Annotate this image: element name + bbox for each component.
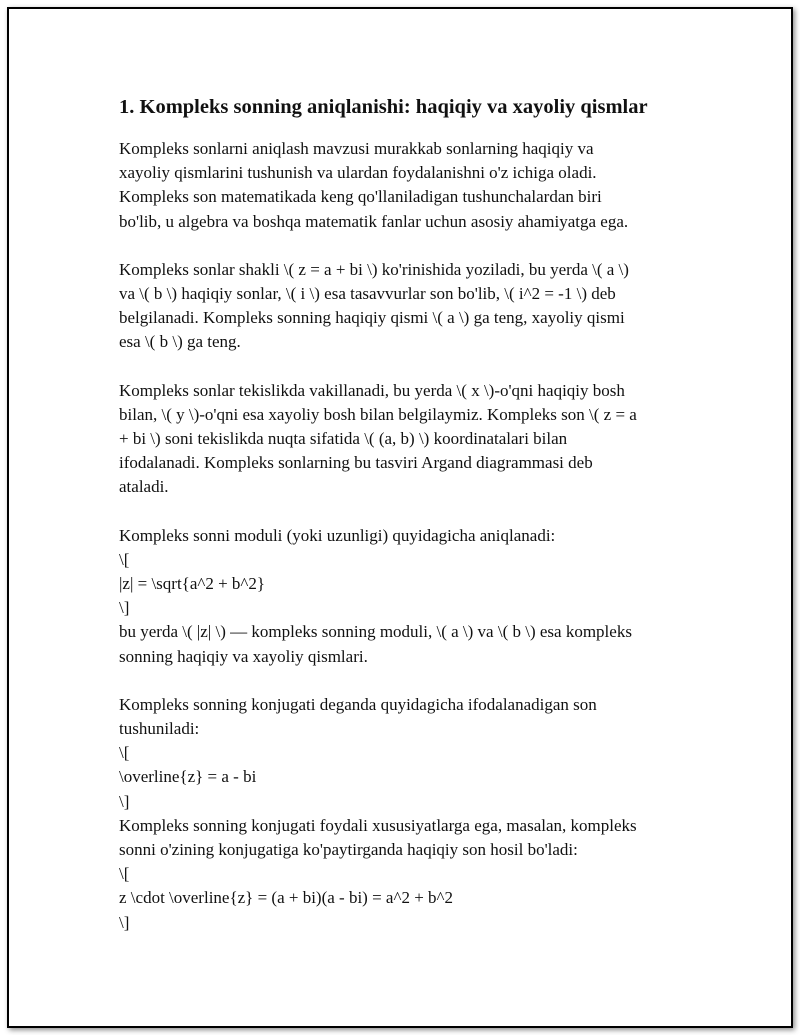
math-delimiter: \] — [119, 598, 130, 618]
math-delimiter: \[ — [119, 864, 130, 884]
text-line: esa \( b \) ga teng. — [119, 332, 241, 352]
text-line: Kompleks sonlarni aniqlash mavzusi murakkab sonlarning haqiqiy va — [119, 139, 594, 158]
math-delimiter: \] — [119, 791, 130, 811]
paragraph-plane — [119, 379, 689, 500]
text-line: ifodalanadi. Kompleks sonlarning bu tasviri Argand diagrammasi deb — [119, 453, 593, 473]
text-line: Kompleks sonlar shakli \( z = a + bi \) ko'rinishida yoziladi, bu yerda \( a \) — [119, 259, 629, 279]
document-page — [7, 7, 793, 1028]
paragraph-conjugate — [119, 693, 689, 935]
text-line: bo'lib, u algebra va boshqa matematik fanlar uchun asosiy ahamiyatga ega. — [119, 211, 629, 231]
text-line: bu yerda \( |z| \) — kompleks sonning moduli, \( a \) va \( b \) esa kompleks — [119, 622, 632, 642]
math-delimiter: \] — [119, 912, 130, 932]
text-line: Kompleks sonning konjugati foydali xususiyatlarga ega, masalan, kompleks — [119, 815, 637, 835]
math-formula: |z| = \sqrt{a^2 + b^2} — [119, 574, 266, 594]
text-line: Kompleks sonni moduli (yoki uzunligi) quyidagicha aniqlanadi: — [119, 525, 556, 545]
math-delimiter: \[ — [119, 549, 130, 569]
text-line: Kompleks sonning konjugati deganda quyidagicha ifodalanadigan son — [119, 694, 597, 714]
paragraph-intro — [119, 137, 689, 234]
paragraph-form — [119, 258, 689, 355]
text-line: ataladi. — [119, 477, 169, 497]
math-delimiter: \[ — [119, 743, 130, 763]
text-line: sonning haqiqiy va xayoliy qismlari. — [119, 646, 368, 666]
document-content — [119, 93, 689, 959]
text-line: belgilanadi. Kompleks sonning haqiqiy qismi \( a \) ga teng, xayoliy qismi — [119, 308, 625, 328]
section-heading: 1. Kompleks sonning aniqlanishi: haqiqiy va xayoliy qismlar — [119, 96, 648, 118]
text-line: va \( b \) haqiqiy sonlar, \( i \) esa tasavvurlar son bo'lib, \( i^2 = -1 \) deb — [119, 284, 616, 304]
text-line: bilan, \( y \)-o'qni esa xayoliy bosh bilan belgilaymiz. Kompleks son \( z = a — [119, 404, 637, 424]
text-line: + bi \) soni tekislikda nuqta sifatida \( (a, b) \) koordinatalari bilan — [119, 429, 568, 449]
math-formula: \overline{z} = a - bi — [119, 767, 257, 787]
text-line: tushuniladi: — [119, 719, 200, 739]
text-line: Kompleks son matematikada keng qo'llaniladigan tushunchalardan biri — [119, 187, 602, 207]
text-line: Kompleks sonlar tekislikda vakillanadi, bu yerda \( x \)-o'qni haqiqiy bosh — [119, 380, 625, 400]
paragraph-modulus — [119, 524, 689, 669]
math-formula: z \cdot \overline{z} = (a + bi)(a - bi) = a^2 + b^2 — [119, 888, 454, 908]
text-line: sonni o'zining konjugatiga ko'paytirganda haqiqiy son hosil bo'ladi: — [119, 840, 578, 860]
text-line: xayoliy qismlarini tushunish va ulardan foydalanishni o'z ichiga oladi. — [119, 163, 597, 183]
